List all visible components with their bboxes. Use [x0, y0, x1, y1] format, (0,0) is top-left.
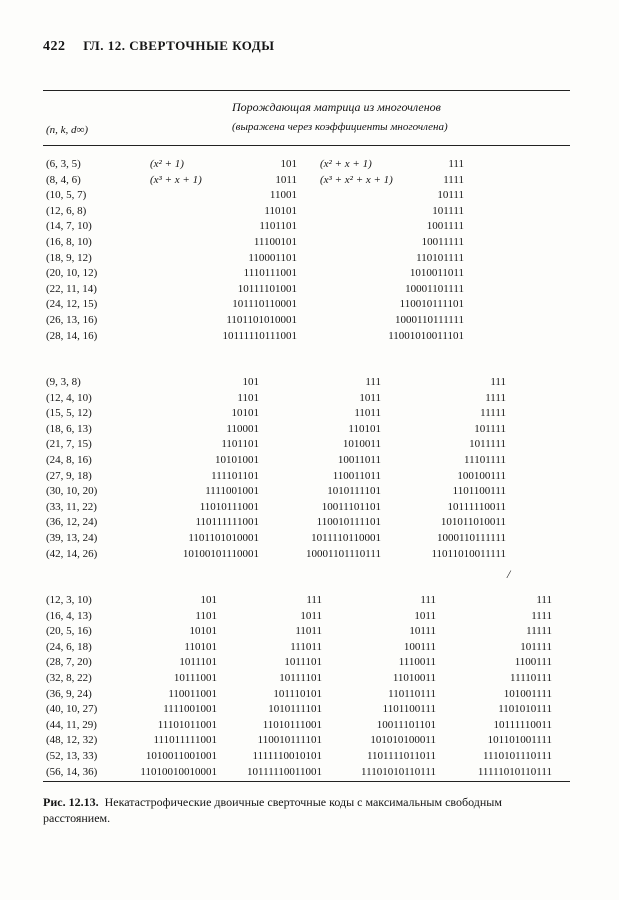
generator-coefficients-2: 110010111101: [257, 734, 322, 747]
generator-coefficients-1: 10101: [189, 625, 217, 638]
table-row: [0, 374, 619, 390]
generator-coefficients-2: 1011110110001: [311, 532, 381, 544]
table-row: [0, 421, 619, 437]
table-row: [0, 514, 619, 530]
generator-coefficients-1: 110111111001: [195, 516, 259, 529]
generator-coefficients-3: 11101010110111: [361, 765, 436, 778]
code-params: (56, 14, 36): [46, 765, 98, 778]
code-params: (27, 9, 18): [46, 469, 92, 482]
generator-coefficients-2: 10111: [437, 189, 464, 202]
generator-coefficients-2: 1010111101: [327, 485, 381, 498]
table-row: [0, 468, 619, 484]
generator-coefficients-4: 11111010110111: [477, 765, 552, 778]
generator-coefficients-4: 101001111: [503, 687, 552, 700]
table-row: [0, 250, 619, 266]
generator-coefficients-1: 110101: [264, 204, 297, 217]
generator-coefficients-1: 1111001001: [163, 703, 217, 716]
code-params: (48, 12, 32): [46, 734, 98, 747]
code-params: (12, 6, 8): [46, 204, 87, 217]
code-params: (20, 10, 12): [46, 267, 98, 280]
table-header-title: Порождающая матрица из многочленов: [232, 100, 441, 114]
generator-coefficients-2: 11011: [295, 625, 322, 638]
generator-coefficients-2: 1111: [443, 173, 464, 186]
generator-coefficients-1: 1110111001: [243, 267, 297, 280]
table-row: [0, 686, 619, 702]
generator-coefficients-3: 11101111: [464, 454, 506, 466]
generator-coefficients-3: 10011101101: [376, 718, 436, 731]
code-params: (24, 6, 18): [46, 640, 92, 653]
code-params: (16, 4, 13): [46, 609, 92, 622]
generator-coefficients-2: 10011101101: [321, 500, 381, 513]
generator-coefficients-2: 10011111: [421, 236, 464, 248]
generator-coefficients-2: 1011: [359, 391, 381, 404]
generator-coefficients-2: 1010011: [342, 438, 381, 451]
generator-coefficients-1: 10111110111001: [222, 329, 297, 342]
generator-coefficients-3: 11010011: [392, 672, 436, 684]
generator-coefficients-1: 11001: [269, 189, 297, 202]
generator-polynomial-1: (x³ + x + 1): [150, 173, 202, 186]
generator-coefficients-1: 11100101: [253, 236, 297, 248]
table-row: [0, 483, 619, 499]
generator-coefficients-1: 111101101: [211, 469, 259, 482]
generator-coefficients-1: 11010010010001: [140, 765, 217, 778]
generator-coefficients-1: 101110110001: [232, 298, 297, 311]
generator-coefficients-1: 1010011001001: [145, 750, 217, 762]
generator-coefficients-4: 11110111: [510, 672, 552, 684]
generator-coefficients-1: 110001: [226, 422, 259, 435]
generator-coefficients-2: 1111110010101: [252, 750, 322, 762]
generator-coefficients-3: 110110111: [388, 687, 436, 700]
table-row: [0, 218, 619, 234]
generator-coefficients-3: 11111: [480, 407, 506, 420]
generator-coefficients-2: 10001101111: [405, 282, 464, 295]
generator-coefficients-2: 1001111: [426, 220, 464, 233]
generator-coefficients-3: 1101100111: [452, 485, 506, 498]
margin-mark: /: [507, 567, 511, 581]
generator-coefficients-1: 1101101010001: [226, 314, 297, 326]
table-row: [0, 546, 619, 562]
table-header-rule: [43, 145, 570, 146]
code-params: (30, 10, 20): [46, 485, 98, 498]
generator-coefficients-1: 1101101010001: [188, 532, 259, 544]
generator-coefficients-2: 101110101: [273, 687, 322, 700]
code-params: (18, 9, 12): [46, 251, 92, 264]
code-params: (20, 5, 16): [46, 625, 92, 638]
generator-coefficients-2: 10111110011001: [247, 765, 322, 778]
table-row: [0, 530, 619, 546]
generator-coefficients-2: 110101111: [416, 251, 464, 264]
code-params: (8, 4, 6): [46, 173, 81, 186]
generator-coefficients-2: 11001010011101: [388, 329, 464, 342]
table-row: [0, 390, 619, 406]
generator-coefficients-2: 111: [448, 158, 464, 170]
generator-coefficients-2: 11010111001: [262, 718, 322, 731]
code-params: (15, 5, 12): [46, 407, 92, 420]
code-params: (42, 14, 26): [46, 547, 98, 560]
generator-coefficients-2: 101111: [432, 204, 464, 217]
generator-coefficients-1: 1011101: [179, 656, 217, 669]
generator-coefficients-1: 1011: [275, 173, 297, 186]
table-row: [0, 452, 619, 468]
table-row: [0, 732, 619, 748]
generator-coefficients-3: 111: [490, 376, 506, 388]
code-params: (28, 7, 20): [46, 656, 92, 669]
generator-coefficients-1: 1101: [195, 609, 217, 622]
generator-coefficients-1: 101: [242, 376, 259, 388]
table-row: [0, 172, 619, 188]
generator-coefficients-3: 1101111011011: [366, 750, 436, 762]
generator-coefficients-3: 11011010011111: [431, 547, 506, 560]
figure-caption: [43, 794, 563, 826]
generator-coefficients-2: 1011101: [284, 656, 322, 669]
code-params: (16, 8, 10): [46, 236, 92, 248]
table-row: [0, 265, 619, 281]
table-row: [0, 654, 619, 670]
generator-coefficients-1: 10111101001: [237, 282, 297, 295]
generator-coefficients-1: 10100101110001: [182, 547, 259, 560]
table-header-subtitle: (выражена через коэффициенты многочлена): [232, 121, 448, 133]
code-params: (24, 8, 16): [46, 454, 92, 466]
generator-polynomial-2: (x² + x + 1): [320, 158, 372, 170]
generator-coefficients-1: 110001101: [248, 251, 297, 264]
code-params: (14, 7, 10): [46, 220, 92, 233]
generator-coefficients-3: 1101100111: [382, 703, 436, 716]
generator-coefficients-4: 1111: [531, 609, 552, 622]
generator-coefficients-3: 1011111: [469, 438, 506, 451]
code-params: (12, 4, 10): [46, 391, 92, 404]
code-params: (22, 11, 14): [46, 282, 97, 295]
generator-coefficients-1: 1111001001: [205, 485, 259, 498]
generator-coefficients-1: 110101: [184, 640, 217, 653]
table-row: [0, 764, 619, 780]
table-row: [0, 405, 619, 421]
generator-coefficients-1: 10101001: [215, 454, 259, 466]
code-params: (18, 6, 13): [46, 422, 92, 435]
code-params: (33, 11, 22): [46, 500, 97, 513]
caption-label: Рис. 12.13.: [43, 795, 99, 809]
generator-coefficients-3: 101011010011: [440, 516, 506, 529]
generator-coefficients-2: 110101: [348, 422, 381, 435]
generator-coefficients-4: 10111110011: [493, 718, 552, 731]
table-row: [0, 639, 619, 655]
generator-coefficients-3: 1011: [414, 609, 436, 622]
table-row: [0, 748, 619, 764]
generator-coefficients-3: 111: [420, 594, 436, 606]
generator-coefficients-3: 10111110011: [447, 500, 506, 513]
generator-coefficients-1: 1101101: [221, 438, 259, 451]
table-row: [0, 717, 619, 733]
generator-coefficients-2: 111011: [290, 640, 322, 653]
table-row: [0, 623, 619, 639]
generator-coefficients-1: 11010111001: [199, 500, 259, 513]
generator-coefficients-2: 10011011: [337, 454, 381, 466]
generator-coefficients-3: 100111: [403, 640, 436, 653]
generator-coefficients-4: 11111: [526, 625, 552, 638]
table-row: [0, 436, 619, 452]
generator-coefficients-1: 110011001: [168, 687, 217, 700]
code-params: (26, 13, 16): [46, 314, 98, 326]
table-row: [0, 203, 619, 219]
generator-coefficients-4: 1100111: [514, 656, 552, 669]
table-row: [0, 156, 619, 172]
code-params: (12, 3, 10): [46, 594, 92, 606]
code-params: (36, 9, 24): [46, 687, 92, 700]
page-number: 422: [43, 39, 66, 54]
table-row: [0, 328, 619, 344]
generator-coefficients-2: 1010011011: [409, 267, 464, 280]
code-params: (52, 13, 33): [46, 750, 98, 762]
generator-coefficients-2: 111: [306, 594, 322, 606]
table-header-key-column: (n, k, d∞): [46, 124, 89, 136]
chapter-title: ГЛ. 12. СВЕРТОЧНЫЕ КОДЫ: [83, 38, 275, 53]
table-row: [0, 670, 619, 686]
generator-coefficients-3: 101010100011: [370, 734, 436, 747]
generator-coefficients-2: 10111101: [279, 672, 322, 684]
generator-coefficients-2: 110011011: [332, 469, 381, 482]
caption-text: Некатастрофические двоичные сверточные коды с максимальным свободным расстоянием.: [43, 795, 502, 825]
generator-coefficients-2: 11011: [354, 407, 381, 420]
generator-coefficients-1: 1101: [237, 391, 259, 404]
generator-coefficients-3: 100100111: [457, 469, 506, 482]
code-params: (10, 5, 7): [46, 189, 87, 202]
generator-coefficients-4: 111: [536, 594, 552, 606]
generator-coefficients-3: 1000110111111: [436, 532, 506, 544]
generator-coefficients-3: 1111: [485, 391, 506, 404]
code-params: (21, 7, 15): [46, 438, 92, 451]
generator-coefficients-1: 10101: [231, 407, 259, 420]
generator-coefficients-2: 110010111101: [316, 516, 381, 529]
generator-coefficients-2: 1011: [300, 609, 322, 622]
code-params: (9, 3, 8): [46, 376, 81, 388]
generator-coefficients-2: 1000110111111: [394, 314, 464, 326]
generator-coefficients-4: 1101010111: [498, 703, 552, 716]
running-head: [43, 38, 274, 55]
generator-coefficients-3: 10111: [409, 625, 436, 638]
generator-coefficients-4: 101111: [520, 640, 552, 653]
code-params: (32, 8, 22): [46, 672, 92, 684]
generator-coefficients-2: 1010111101: [268, 703, 322, 716]
code-params: (40, 10, 27): [46, 703, 98, 716]
code-params: (24, 12, 15): [46, 298, 98, 311]
generator-coefficients-2: 110010111101: [399, 298, 464, 311]
table-row: [0, 234, 619, 250]
table-bottom-rule: [43, 781, 570, 782]
generator-coefficients-3: 101111: [474, 422, 506, 435]
generator-coefficients-1: 101: [200, 594, 217, 606]
generator-coefficients-4: 101101001111: [487, 734, 552, 747]
generator-coefficients-4: 1110101110111: [482, 750, 552, 762]
generator-coefficients-3: 1110011: [398, 656, 436, 669]
generator-coefficients-1: 111011111001: [153, 734, 217, 747]
generator-polynomial-2: (x³ + x² + x + 1): [320, 173, 393, 186]
generator-coefficients-1: 11101011001: [157, 718, 217, 731]
table-row: [0, 608, 619, 624]
code-params: (44, 11, 29): [46, 718, 97, 731]
generator-coefficients-1: 1101101: [259, 220, 297, 233]
table-row: [0, 187, 619, 203]
table-row: [0, 296, 619, 312]
table-row: [0, 312, 619, 328]
generator-polynomial-1: (x² + 1): [150, 158, 184, 170]
table-row: [0, 701, 619, 717]
generator-coefficients-1: 101: [280, 158, 297, 170]
code-params: (36, 12, 24): [46, 516, 98, 529]
code-params: (28, 14, 16): [46, 329, 98, 342]
code-params: (6, 3, 5): [46, 158, 81, 170]
generator-coefficients-1: 10111001: [173, 672, 217, 684]
table-row: [0, 281, 619, 297]
table-row: [0, 592, 619, 608]
generator-coefficients-2: 10001101110111: [306, 547, 381, 560]
table-top-rule: [43, 90, 570, 91]
code-params: (39, 13, 24): [46, 532, 98, 544]
table-row: [0, 499, 619, 515]
generator-coefficients-2: 111: [365, 376, 381, 388]
